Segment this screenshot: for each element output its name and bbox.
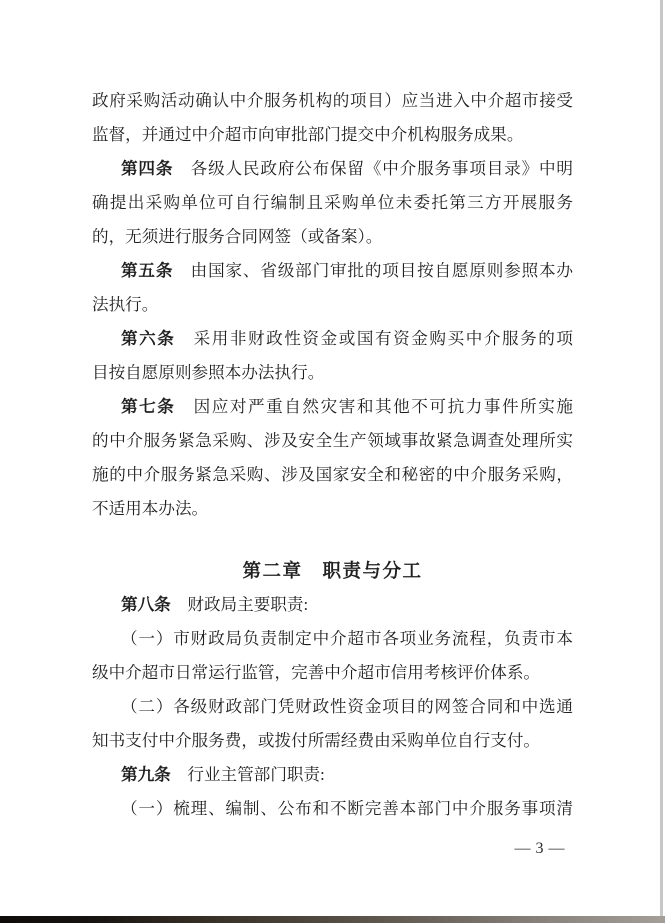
text-line xyxy=(92,220,573,254)
line-text: 的，无须进行服务合同网签（或备案）。 xyxy=(92,227,383,246)
text-line xyxy=(92,492,573,526)
line-text: 级中介超市日常运行监管，完善中介超市信用考核评价体系。 xyxy=(92,663,541,682)
line-text: （一）市财政局负责制定中介超市各项业务流程，负责市本 xyxy=(121,629,573,648)
line-text: 的中介服务紧急采购、涉及安全生产领域事故紧急调查处理所实 xyxy=(92,431,573,450)
text-line xyxy=(92,118,573,152)
text-line xyxy=(92,758,573,792)
line-text: 确提出采购单位可自行编制且采购单位未委托第三方开展服务 xyxy=(92,193,573,212)
line-text: （一）梳理、编制、公布和不断完善本部门中介服务事项清 xyxy=(121,799,573,818)
line-text: 法执行。 xyxy=(92,295,159,314)
line-text: 采用非财政性资金或国有资金购买中介服务的项 xyxy=(175,329,574,348)
text-line xyxy=(92,186,573,220)
line-text: 由国家、省级部门审批的项目按自愿原则参照本办 xyxy=(173,261,573,280)
line-text: （二）各级财政部门凭财政性资金项目的网签合同和中选通 xyxy=(121,697,573,716)
text-line xyxy=(92,622,573,656)
line-text: 施的中介服务紧急采购、涉及国家安全和秘密的中介服务采购， xyxy=(92,465,573,484)
text-line xyxy=(92,690,573,724)
article-number: 第五条 xyxy=(121,261,174,280)
document-text-block xyxy=(92,84,573,826)
text-line xyxy=(92,288,573,322)
line-text: 财政局主要职责: xyxy=(170,595,309,614)
line-text: 监督，并通过中介超市向审批部门提交中介机构服务成果。 xyxy=(92,125,524,144)
text-line xyxy=(92,792,573,826)
text-line xyxy=(92,424,573,458)
text-line xyxy=(92,656,573,690)
line-text: 政府采购活动确认中介服务机构的项目）应当进入中介超市接受 xyxy=(92,91,573,110)
line-text: 各级人民政府公布保留《中介服务事项目录》中明 xyxy=(173,159,573,178)
text-line xyxy=(92,356,573,390)
line-text: 知书支付中介服务费，或拨付所需经费由采购单位自行支付。 xyxy=(92,731,541,750)
text-line xyxy=(92,724,573,758)
line-text: 行业主管部门职责: xyxy=(170,765,325,784)
article-number: 第七条 xyxy=(121,397,176,416)
text-line xyxy=(92,554,573,588)
text-line xyxy=(92,254,573,288)
text-line xyxy=(92,84,573,118)
article-number: 第八条 xyxy=(121,595,171,614)
text-line xyxy=(92,458,573,492)
text-line xyxy=(92,588,573,622)
article-number: 第四条 xyxy=(121,159,174,178)
text-line xyxy=(92,152,573,186)
line-text: 目按自愿原则参照本办法执行。 xyxy=(92,363,325,382)
line-text: 第二章 职责与分工 xyxy=(242,560,423,581)
page-number: — 3 — xyxy=(514,840,565,857)
text-line xyxy=(92,322,573,356)
article-number: 第九条 xyxy=(121,765,171,784)
scan-edge-right xyxy=(660,0,663,923)
article-number: 第六条 xyxy=(121,329,176,348)
line-text: 不适用本办法。 xyxy=(92,499,209,518)
scan-edge-bottom xyxy=(0,916,665,923)
line-text: 因应对严重自然灾害和其他不可抗力事件所实施 xyxy=(175,397,574,416)
text-line xyxy=(92,390,573,424)
